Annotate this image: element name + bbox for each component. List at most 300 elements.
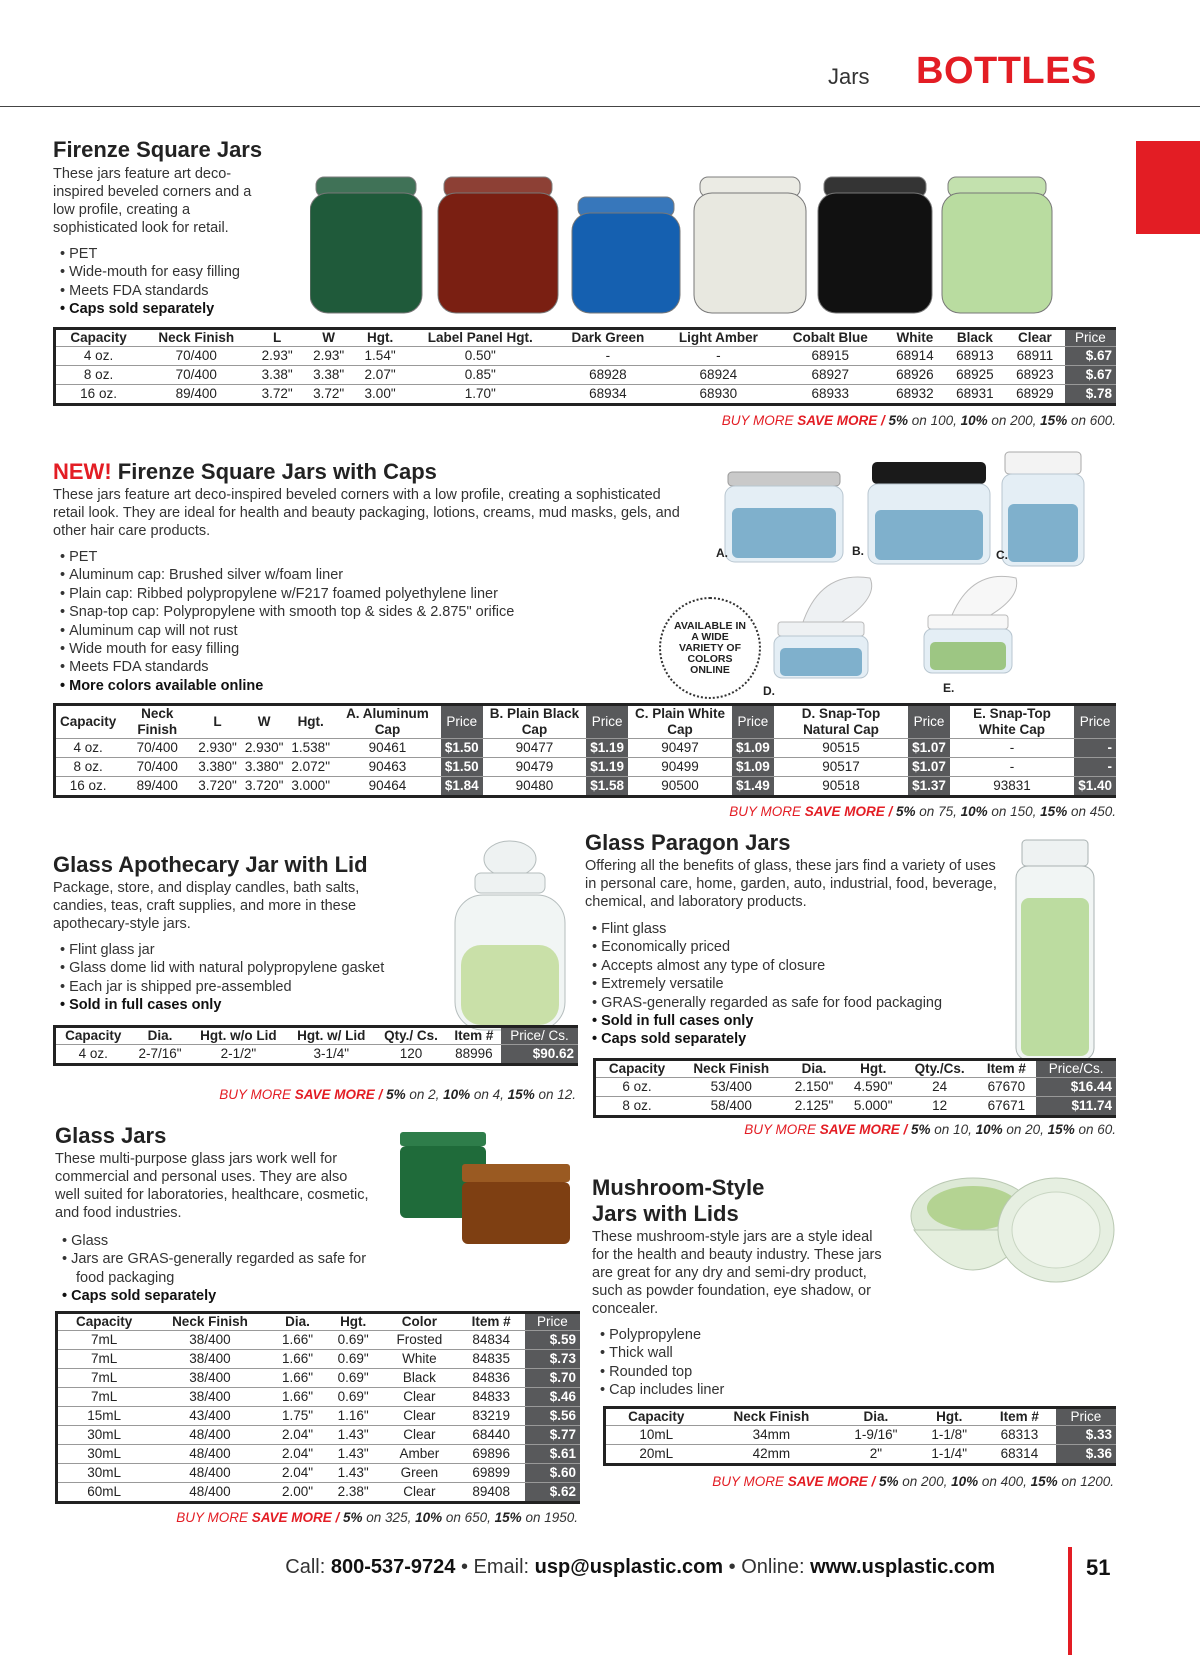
column-header: Capacity: [57, 1313, 151, 1331]
table-cell: $.61: [525, 1445, 580, 1464]
table-cell: $.70: [525, 1369, 580, 1388]
table-cell: $1.37: [908, 777, 950, 797]
table-cell: 68930: [699, 386, 738, 401]
table-cell: $1.19: [586, 758, 628, 777]
jar-swatch: [818, 193, 932, 313]
table-cell: $1.50: [441, 739, 483, 758]
table-cell: 30mL: [57, 1445, 151, 1464]
table-cell: 2": [869, 1446, 883, 1461]
firenze-buy-more: [722, 413, 1116, 428]
paragon-desc: Offering all the benefits of glass, these jars find a variety of uses in personal care, home, garden, auto, industrial, food, beverage, chemical, and laboratory products.: [585, 858, 997, 910]
column-header: Capacity: [55, 329, 142, 347]
column-header: Item #: [999, 1409, 1039, 1424]
table-cell: 90479: [515, 759, 554, 774]
feature-item: • Glass dome lid with natural polypropylene gasket: [60, 959, 384, 977]
apothecary-desc: Package, store, and display candles, bath salts, candies, teas, craft supplies, and more in these apothecary-style jars.: [53, 880, 360, 932]
table-cell: 2-7/16": [138, 1046, 182, 1061]
feature-item: • Aluminum cap: Brushed silver w/foam liner: [60, 566, 514, 584]
buy-more-t1: 5%: [386, 1087, 406, 1102]
glass-jars-buy-more: [176, 1510, 578, 1525]
table-cell: 89408: [472, 1484, 510, 1499]
column-header: Item #: [986, 1061, 1026, 1076]
table-cell: 84834: [472, 1332, 510, 1347]
table-cell: $1.07: [908, 758, 950, 777]
firenze-caps-title: [53, 460, 437, 484]
firenze-jars-image: [310, 155, 1090, 330]
column-header: Dia.: [147, 1028, 173, 1043]
category-title: BOTTLES: [916, 50, 1097, 92]
buy-more-q1: on 100,: [908, 413, 961, 428]
table-cell: 2.930": [244, 740, 284, 755]
table-cell: 8 oz.: [595, 1097, 679, 1117]
phone-link[interactable]: 800-537-9724: [330, 1556, 456, 1578]
table-cell: 70/400: [175, 367, 217, 382]
table-cell: 2.93": [261, 348, 293, 363]
table-cell: 68923: [1016, 367, 1054, 382]
jar-swatch: [310, 193, 422, 313]
table-cell: 7mL: [57, 1388, 151, 1407]
buy-more-prefix: BUY MORE: [712, 1474, 788, 1489]
column-header: Neck Finish: [172, 1314, 248, 1329]
feature-item: • Accepts almost any type of closure: [592, 957, 942, 975]
column-header: Price/Cs.: [1036, 1060, 1116, 1078]
page-number: 51: [1086, 1555, 1111, 1580]
table-cell: Green: [400, 1465, 439, 1480]
online-label: • Online:: [723, 1556, 811, 1578]
table-cell: 0.50": [464, 348, 496, 363]
feature-item: • Snap-top cap: Polypropylene with smooth top & sides & 2.875" orifice: [60, 603, 514, 621]
feature-item: • Flint glass jar: [60, 941, 384, 959]
table-cell: 70/400: [136, 740, 178, 755]
table-cell: 4 oz.: [55, 1045, 131, 1065]
column-header: Hgt.: [297, 714, 324, 729]
table-cell: 2.150": [794, 1079, 834, 1094]
table-cell: 0.69": [337, 1351, 369, 1366]
table-cell: -: [605, 348, 611, 363]
table-cell: 1.43": [337, 1465, 369, 1480]
buy-more-t1: 5%: [911, 1122, 931, 1137]
buy-more-prefix: BUY MORE: [729, 804, 805, 819]
glass-jars-features: [62, 1232, 386, 1306]
table-cell: 3.38": [261, 367, 293, 382]
table-cell: 88996: [455, 1046, 493, 1061]
table-row: [57, 1331, 581, 1350]
jar-swatch: [942, 193, 1052, 313]
table-cell: 16 oz.: [55, 777, 121, 797]
table-cell: 1.538": [291, 740, 330, 755]
footer-contact: [285, 1556, 995, 1579]
feature-item: • Economically priced: [592, 938, 942, 956]
table-cell: 2.04": [281, 1427, 314, 1442]
buy-more-t3: 15%: [1030, 1474, 1058, 1489]
buy-more-prefix: BUY MORE: [219, 1087, 295, 1102]
column-header: B. Plain Black Cap: [489, 706, 580, 737]
firenze-title: Firenze Square Jars: [53, 137, 263, 162]
table-row: [55, 1045, 579, 1065]
column-header: Price: [908, 705, 950, 739]
table-cell: 89/400: [136, 778, 178, 793]
feature-item: • PET: [60, 245, 240, 263]
column-header: Capacity: [595, 1060, 679, 1078]
table-cell: 68933: [811, 386, 850, 401]
column-header: Hgt. w/o Lid: [200, 1028, 277, 1043]
buy-more-t3: 15%: [494, 1510, 522, 1525]
feature-item: • Jars are GRAS-generally regarded as safe for food packaging: [62, 1250, 386, 1287]
column-header: Price: [1074, 705, 1116, 739]
buy-more-slash: /: [899, 1122, 912, 1137]
buy-more-q1: on 75,: [915, 804, 961, 819]
buy-more-q2: on 20,: [1002, 1122, 1048, 1137]
buy-more-save: SAVE MORE: [251, 1510, 332, 1525]
header-rule: [0, 106, 1200, 107]
table-cell: 2.125": [794, 1098, 834, 1113]
column-header: Hgt.: [860, 1061, 887, 1076]
column-header: Neck Finish: [693, 1061, 770, 1076]
table-row: [55, 739, 1117, 758]
table-cell: $90.62: [501, 1045, 578, 1065]
table-cell: 69896: [472, 1446, 510, 1461]
column-header: Neck Finish: [137, 706, 178, 737]
new-badge: NEW!: [53, 459, 112, 484]
table-cell: 90461: [368, 740, 407, 755]
buy-more-save: SAVE MORE: [787, 1474, 868, 1489]
paragon-buy-more: [744, 1122, 1116, 1137]
table-cell: 90515: [822, 740, 860, 755]
buy-more-slash: /: [884, 804, 897, 819]
table-cell: $.36: [1056, 1445, 1116, 1465]
buy-more-q1: on 200,: [898, 1474, 952, 1489]
table-cell: 12: [932, 1098, 948, 1113]
column-header: Price: [525, 1313, 580, 1331]
column-header: Capacity: [55, 705, 121, 739]
feature-item: • Glass: [62, 1232, 386, 1250]
table-cell: 68932: [896, 386, 934, 401]
column-header: Price: [441, 705, 483, 739]
feature-item: • Cap includes liner: [600, 1381, 724, 1399]
table-cell: 1-1/4": [931, 1446, 967, 1461]
table-cell: 43/400: [189, 1408, 231, 1423]
table-row: [55, 385, 1117, 405]
buy-more-save: SAVE MORE: [819, 1122, 900, 1137]
table-cell: 38/400: [189, 1389, 231, 1404]
table-cell: 2.00": [281, 1484, 314, 1499]
table-cell: 0.69": [337, 1332, 369, 1347]
table-cell: 3.00": [364, 386, 396, 401]
table-cell: 1.66": [281, 1389, 314, 1404]
firenze-table: [53, 327, 1116, 406]
table-row: [55, 366, 1117, 385]
apothecary-jar-image: [445, 835, 575, 1035]
apothecary-table: [53, 1025, 578, 1066]
feature-item: • Aluminum cap will not rust: [60, 622, 514, 640]
column-header: E. Snap-Top White Cap: [973, 706, 1051, 737]
table-cell: $1.40: [1074, 777, 1116, 797]
badge-text: AVAILABLE IN A WIDE VARIETY OF COLORS ONLINE: [674, 619, 746, 676]
table-cell: 2.07": [364, 367, 396, 382]
column-header: Price: [1056, 1408, 1116, 1426]
table-cell: $1.58: [586, 777, 628, 797]
column-header: Capacity: [55, 1027, 131, 1045]
table-cell: 6 oz.: [595, 1078, 679, 1097]
call-label: Call:: [285, 1556, 331, 1578]
table-cell: -: [716, 348, 721, 363]
table-cell: 30mL: [57, 1464, 151, 1483]
table-cell: 90480: [515, 778, 554, 793]
buy-more-save: SAVE MORE: [294, 1087, 375, 1102]
table-cell: 4 oz.: [55, 347, 142, 366]
table-cell: 1.43": [337, 1427, 369, 1442]
apothecary-features: [60, 941, 384, 1015]
capped-jars-image: [720, 450, 1090, 685]
feature-item: • Extremely versatile: [592, 975, 942, 993]
email-label: • Email:: [455, 1556, 535, 1578]
table-cell: 30mL: [57, 1426, 151, 1445]
table-cell: 70/400: [175, 348, 217, 363]
table-cell: 1.43": [337, 1446, 369, 1461]
table-row: [57, 1464, 581, 1483]
table-cell: 1-9/16": [854, 1427, 898, 1442]
table-cell: $.78: [1065, 385, 1116, 405]
feature-item: • Wide mouth for easy filling: [60, 640, 514, 658]
mushroom-desc: These mushroom-style jars are a style ideal for the health and beauty industry. These jars are great for any dry and semi-dry product, such as powder foundation, eye shadow, or concealer.: [592, 1229, 882, 1317]
paragon-table: [593, 1058, 1116, 1118]
table-cell: $.77: [525, 1426, 580, 1445]
table-cell: 7mL: [57, 1369, 151, 1388]
table-cell: 42mm: [752, 1446, 791, 1461]
table-cell: 5.000": [853, 1098, 893, 1113]
glass-jars-title: Glass Jars: [55, 1123, 167, 1148]
table-cell: 68313: [1000, 1427, 1039, 1442]
table-cell: Clear: [403, 1389, 436, 1404]
table-cell: 68924: [699, 367, 738, 382]
glass-jars-desc: These multi-purpose glass jars work well for commercial and personal uses. They are also well suited for laboratories, healthcare, cosmetic, and food industries.: [55, 1151, 369, 1221]
table-row: [57, 1350, 581, 1369]
table-cell: 90517: [822, 759, 860, 774]
table-cell: 68927: [811, 367, 850, 382]
table-cell: Amber: [399, 1446, 440, 1461]
table-cell: 38/400: [189, 1332, 231, 1347]
buy-more-t3: 15%: [1040, 413, 1068, 428]
column-header: Label Panel Hgt.: [427, 330, 533, 345]
section-tab: [1136, 141, 1200, 234]
table-cell: 1.75": [281, 1408, 314, 1423]
buy-more-t1: 5%: [879, 1474, 899, 1489]
table-cell: 1.66": [281, 1351, 314, 1366]
email-link[interactable]: usp@usplastic.com: [534, 1556, 724, 1578]
table-cell: 4.590": [853, 1079, 893, 1094]
mushroom-title-1: Mushroom-Style: [592, 1175, 765, 1200]
table-cell: 84835: [472, 1351, 510, 1366]
apothecary-buy-more: [219, 1087, 576, 1102]
table-cell: 15mL: [57, 1407, 151, 1426]
column-header: Hgt.: [366, 330, 394, 345]
table-cell: 90477: [515, 740, 554, 755]
table-cell: 2.04": [281, 1465, 314, 1480]
table-cell: Clear: [403, 1408, 436, 1423]
table-cell: 7mL: [57, 1331, 151, 1350]
table-cell: $11.74: [1036, 1097, 1116, 1117]
table-cell: 2.072": [291, 759, 330, 774]
website-link[interactable]: www.usplastic.com: [810, 1556, 995, 1578]
table-cell: 3.72": [313, 386, 345, 401]
table-cell: 3.38": [313, 367, 345, 382]
column-header: Black: [956, 330, 993, 345]
column-header: Item #: [454, 1028, 494, 1043]
table-cell: 4 oz.: [55, 739, 121, 758]
table-cell: 3-1/4": [313, 1046, 350, 1061]
table-cell: $1.19: [586, 739, 628, 758]
table-cell: 90499: [661, 759, 699, 774]
feature-item: • Plain cap: Ribbed polypropylene w/F217 foamed polyethylene liner: [60, 585, 514, 603]
table-row: [57, 1369, 581, 1388]
table-cell: $1.07: [908, 739, 950, 758]
buy-more-t2: 10%: [951, 1474, 979, 1489]
table-cell: 68914: [896, 348, 934, 363]
table-cell: 90518: [822, 778, 860, 793]
table-cell: 2.930": [198, 740, 237, 755]
table-cell: White: [402, 1351, 437, 1366]
footer-divider: [1068, 1547, 1072, 1655]
table-cell: 68925: [956, 367, 994, 382]
table-row: [605, 1445, 1117, 1465]
table-cell: 2-1/2": [220, 1046, 257, 1061]
table-cell: $1.50: [441, 758, 483, 777]
table-cell: 120: [399, 1046, 423, 1061]
column-header: Price: [1065, 329, 1116, 347]
column-header: Neck Finish: [733, 1409, 810, 1424]
table-cell: 48/400: [189, 1465, 231, 1480]
feature-item: • Each jar is shipped pre-assembled: [60, 978, 384, 996]
table-cell: 8 oz.: [55, 758, 121, 777]
table-cell: 7mL: [57, 1350, 151, 1369]
column-header: Hgt. w/ Lid: [297, 1028, 366, 1043]
table-cell: 34mm: [752, 1427, 791, 1442]
section-label: Jars: [828, 64, 870, 89]
feature-item: • Rounded top: [600, 1363, 724, 1381]
table-cell: 38/400: [189, 1351, 231, 1366]
table-cell: $1.49: [732, 777, 774, 797]
buy-more-q3: on 1950.: [521, 1510, 578, 1525]
buy-more-prefix: BUY MORE: [744, 1122, 820, 1137]
table-cell: 84833: [472, 1389, 510, 1404]
table-cell: 1-1/8": [931, 1427, 967, 1442]
feature-item: • Flint glass: [592, 920, 942, 938]
apothecary-title: Glass Apothecary Jar with Lid: [53, 852, 368, 877]
buy-more-prefix: BUY MORE: [176, 1510, 252, 1525]
jar-label-e: E.: [943, 681, 955, 695]
column-header: Color: [401, 1314, 437, 1329]
buy-more-t3: 15%: [1040, 804, 1068, 819]
column-header: Dia.: [863, 1409, 889, 1424]
table-cell: Clear: [403, 1427, 436, 1442]
table-cell: 1.16": [337, 1408, 369, 1423]
column-header: Price/ Cs.: [501, 1027, 578, 1045]
buy-more-q3: on 12.: [534, 1087, 576, 1102]
jar-swatch: [438, 193, 558, 313]
table-cell: 68928: [589, 367, 627, 382]
paragon-title: Glass Paragon Jars: [585, 830, 791, 855]
table-cell: 53/400: [710, 1079, 752, 1094]
buy-more-t1: 5%: [888, 413, 909, 428]
feature-item: • Thick wall: [600, 1344, 724, 1362]
feature-item: • Caps sold separately: [592, 1030, 942, 1048]
buy-more-t3: 15%: [1047, 1122, 1075, 1137]
table-cell: 3.72": [261, 386, 293, 401]
table-cell: 1.70": [464, 386, 496, 401]
firenze-features: [60, 245, 240, 319]
table-row: [57, 1483, 581, 1503]
table-cell: 20mL: [605, 1445, 707, 1465]
table-cell: 3.720": [198, 778, 237, 793]
buy-more-save: SAVE MORE: [797, 413, 878, 428]
column-header: Neck Finish: [158, 330, 235, 345]
jar-label-d: D.: [763, 684, 775, 698]
firenze-caps-buy-more: [729, 804, 1116, 819]
buy-more-q2: on 400,: [978, 1474, 1031, 1489]
table-cell: 68926: [896, 367, 934, 382]
table-cell: 1.54": [364, 348, 396, 363]
table-cell: $1.09: [732, 739, 774, 758]
table-cell: 1.66": [281, 1332, 314, 1347]
buy-more-q1: on 325,: [362, 1510, 416, 1525]
table-cell: Black: [402, 1370, 436, 1385]
buy-more-t1: 5%: [343, 1510, 363, 1525]
table-row: [57, 1388, 581, 1407]
column-header: Cobalt Blue: [792, 330, 868, 345]
table-row: [57, 1426, 581, 1445]
buy-more-q2: on 650,: [442, 1510, 495, 1525]
table-cell: 83219: [472, 1408, 510, 1423]
table-cell: 70/400: [136, 759, 178, 774]
table-cell: $.33: [1056, 1426, 1116, 1445]
table-cell: 68911: [1016, 348, 1054, 363]
column-header: Capacity: [605, 1408, 707, 1426]
table-row: [605, 1426, 1117, 1445]
column-header: W: [322, 330, 335, 345]
buy-more-q3: on 450.: [1067, 804, 1116, 819]
buy-more-slash: /: [331, 1510, 344, 1525]
column-header: Clear: [1017, 330, 1052, 345]
column-header: W: [257, 714, 271, 729]
jar-swatch: [694, 193, 806, 313]
table-cell: 3.000": [291, 778, 330, 793]
column-header: Price: [586, 705, 628, 739]
table-cell: $.62: [525, 1483, 580, 1503]
feature-item: • Polypropylene: [600, 1326, 724, 1344]
firenze-desc: These jars feature art deco-inspired beveled corners and a low profile, creating a sophisticated look for retail.: [53, 166, 252, 236]
table-cell: 2.04": [281, 1446, 314, 1461]
table-cell: 58/400: [710, 1098, 752, 1113]
column-header: D. Snap-Top Natural Cap: [801, 706, 881, 737]
buy-more-q1: on 10,: [930, 1122, 976, 1137]
jar-label-b: B.: [852, 544, 864, 558]
table-cell: 68440: [472, 1427, 510, 1442]
column-header: Hgt.: [340, 1314, 367, 1329]
table-row: [55, 347, 1117, 366]
buy-more-t2: 10%: [960, 413, 988, 428]
buy-more-t2: 10%: [443, 1087, 471, 1102]
table-cell: 93831: [993, 778, 1031, 793]
column-header: L: [273, 330, 282, 345]
colors-online-badge: [659, 597, 761, 699]
column-header: Hgt.: [936, 1409, 963, 1424]
buy-more-save: SAVE MORE: [804, 804, 885, 819]
buy-more-t3: 15%: [507, 1087, 535, 1102]
buy-more-q2: on 150,: [987, 804, 1041, 819]
table-cell: 68931: [956, 386, 994, 401]
table-cell: 90500: [661, 778, 699, 793]
table-cell: $.46: [525, 1388, 580, 1407]
